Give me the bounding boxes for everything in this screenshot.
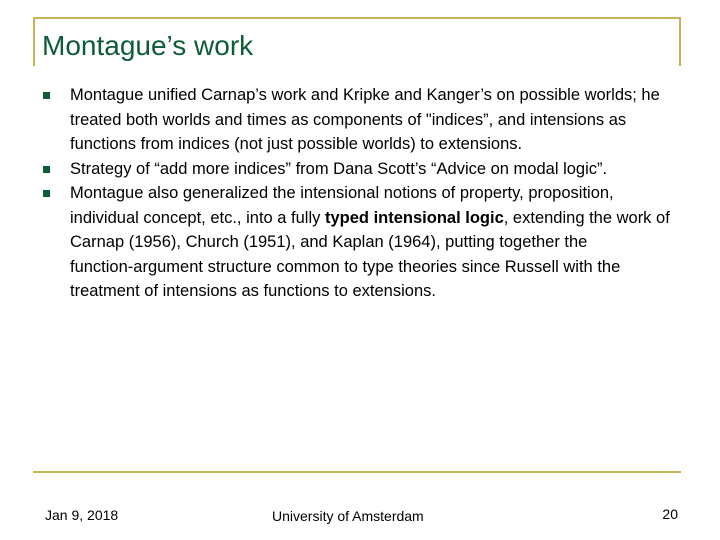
bullet-item: [43, 83, 683, 157]
page-number: 20: [662, 506, 678, 522]
frame-right-line: [679, 17, 681, 66]
bullet-list: [43, 83, 683, 304]
square-bullet-icon: [43, 92, 50, 99]
square-bullet-icon: [43, 190, 50, 197]
bullet-text-bold-segment: typed intensional logic: [324, 208, 504, 227]
footer-divider-line: [33, 471, 681, 473]
frame-left-line: [33, 17, 35, 66]
bullet-text-segment: Montague also generalized the intensional notions of property, proposition, individual concept, etc., into a fully: [70, 184, 614, 227]
bullet-text-segment: Montague unified Carnap’s work and Kripke and Kanger’s on possible worlds; he treated both worlds and times as components of "indices”, and intensions as functions from indices (not just possible worlds) to extensions.: [70, 86, 660, 153]
frame-top-line: [33, 17, 681, 19]
bullet-text: [70, 160, 607, 178]
square-bullet-icon: [43, 166, 50, 173]
bullet-text-segment: Strategy of “add more indices” from Dana Scott’s “Advice on modal logic”.: [70, 159, 608, 178]
bullet-text: [70, 86, 660, 153]
slide-title: Montague’s work: [42, 30, 254, 61]
bullet-text: [70, 184, 670, 300]
bullet-item: [43, 181, 683, 304]
bullet-text-segment: , extending the work of Carnap (1956), Church (1951), and Kaplan (1964), putting together the function‑argument structure common to type theories since Russell with the treatment of intensions as functions to extensions.: [70, 208, 670, 300]
bullet-item: [43, 157, 683, 182]
footer-organization: University of Amsterdam: [272, 508, 424, 524]
footer-date: Jan 9, 2018: [45, 507, 119, 523]
